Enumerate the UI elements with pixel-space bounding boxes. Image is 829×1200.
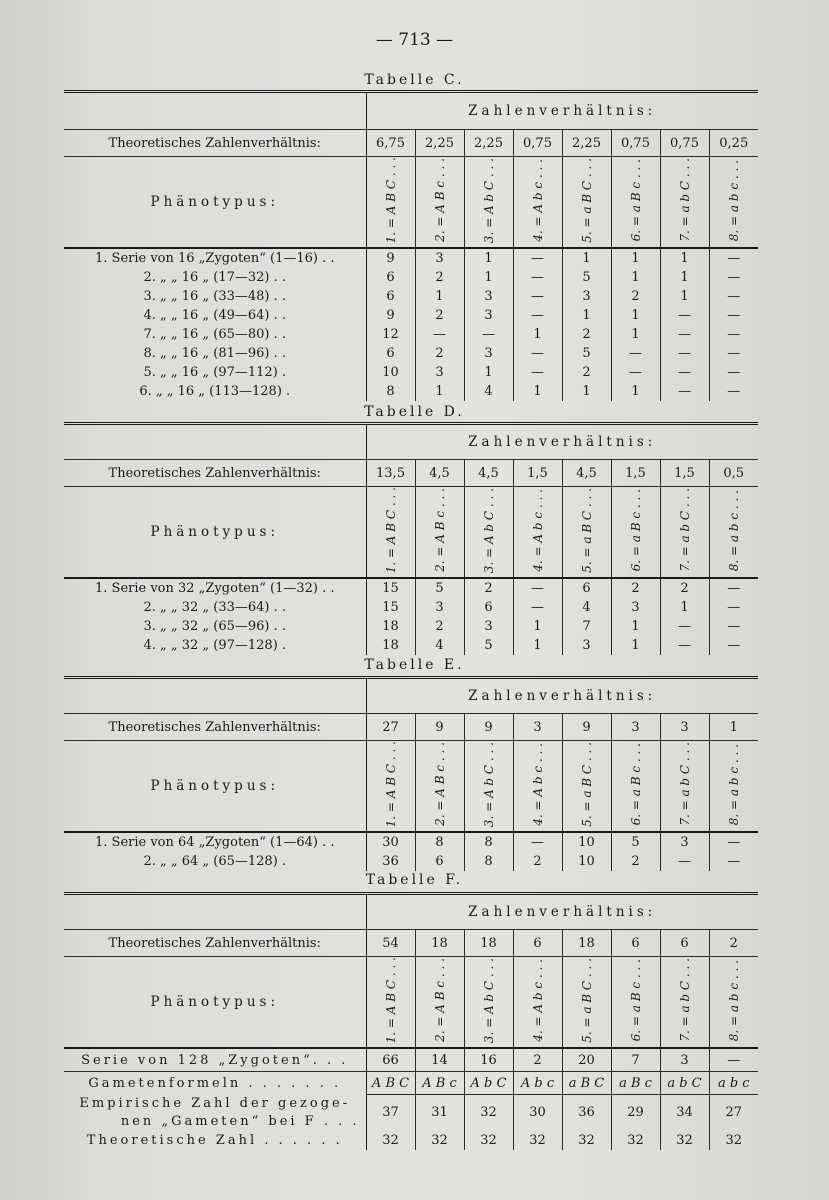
count-cell: 1 [464,248,513,268]
count-cell: 1 [464,363,513,382]
ratio-cell: 2,25 [464,130,513,157]
count-cell: 1 [611,325,660,344]
ratio-cell: 3 [513,714,562,741]
empirical-count: 30 [513,1094,562,1130]
count-cell: — [709,617,758,636]
count-cell: 15 [382,581,399,597]
count-cell: 1 [464,268,513,287]
empirisch-label-2: nen „Gameten“ bei F . . . [64,1112,366,1130]
ratio-cell: 6,75 [366,130,415,157]
count-cell: 8 [464,852,513,871]
count-cell: 30 [382,835,399,851]
ratio-cell: 2,25 [415,130,464,157]
table-row [64,363,758,382]
row-label: 1. Serie von 32 „Zygoten“ (1—32) . . [64,578,366,598]
row-label: 2. „ „ 16 „ (17—32) . . [64,268,366,287]
row-label: 5. „ „ 16 „ (97—112) . [64,363,366,382]
count-cell: 2 [415,268,464,287]
row-label: 1. Serie von 16 „Zygoten“ (1—16) . . [64,248,366,268]
count-cell: 3 [415,248,464,268]
row-label: 3. „ „ 16 „ (33—48) . . [64,287,366,306]
table-row [64,344,758,363]
ratio-cell: 4,5 [562,460,611,487]
phenotype-label: 1. = A B C . . . [383,487,398,574]
count-cell: 2 [415,617,464,636]
gamete-formula: a b C [660,1072,709,1095]
count-cell: 6 [386,346,395,362]
count-cell: — [660,636,709,655]
count-cell: 2 [562,325,611,344]
ratio-cell: 1,5 [660,460,709,487]
table-row [64,617,758,636]
table-c-title: Tabelle C. [364,72,465,88]
table-f-title: Tabelle F. [365,872,464,888]
table-e-title: Tabelle E. [364,657,465,673]
count-cell: 10 [382,365,399,381]
count-cell: 1 [513,617,562,636]
count-cell: 14 [415,1048,464,1072]
ratio-cell: 13,5 [366,460,415,487]
ratio-cell: 9 [464,714,513,741]
phenotype-label: 1. = A B C . . . [383,157,398,244]
empirical-count: 32 [464,1094,513,1130]
count-cell: 5 [562,344,611,363]
count-cell: 2 [415,306,464,325]
count-cell: 18 [382,619,399,635]
count-cell: — [513,306,562,325]
count-cell: — [513,248,562,268]
ratio-cell: 18 [415,930,464,957]
count-cell: 66 [366,1048,415,1072]
gamete-formula: a B C [562,1072,611,1095]
ratio-cell: 0,75 [513,130,562,157]
count-cell: 5 [464,636,513,655]
theoretical-count: 32 [709,1130,758,1150]
count-cell: 18 [382,638,399,654]
table-row [64,598,758,617]
gamete-formula: A B C [366,1072,415,1095]
table-e [64,676,758,871]
theoretisches-label: Theoretisches Zahlenverhältnis: [64,930,366,957]
zahlenverhaeltnis-header: Zahlenverhältnis: [366,92,758,130]
count-cell: — [709,325,758,344]
phenotype-label: 5. = a B C . . . [579,157,594,243]
count-cell: — [709,306,758,325]
gamete-formula: A b C [464,1072,513,1095]
empirical-count: 31 [415,1094,464,1130]
phenotype-label: 2. = A B c . . . [432,158,447,243]
count-cell: 1 [611,306,660,325]
ratio-cell: 3 [611,714,660,741]
empirical-count: 29 [611,1094,660,1130]
table-row [64,852,758,871]
count-cell: 9 [386,308,395,324]
ratio-cell: 6 [513,930,562,957]
count-cell: — [611,363,660,382]
count-cell: 1 [611,382,660,401]
count-cell: 2 [513,1048,562,1072]
ratio-cell: 0,75 [660,130,709,157]
phaenotypus-label: Phänotypus: [64,487,366,579]
table-f [64,892,758,1150]
phenotype-label: 7. = a b C . . . [677,958,692,1042]
table-row [64,382,758,401]
count-cell: 3 [464,287,513,306]
row-label: 2. „ „ 64 „ (65—128) . [64,852,366,871]
phenotype-label: 5. = a B C . . . [579,487,594,573]
count-cell: 3 [562,287,611,306]
count-cell: — [660,852,709,871]
count-cell: — [513,268,562,287]
count-cell: 6 [386,289,395,305]
count-cell: 2 [660,578,709,598]
phenotype-label: 3. = A b C . . . [481,157,496,243]
gametenformeln-label: Gametenformeln . . . . . . . [64,1072,366,1095]
count-cell: — [513,363,562,382]
count-cell: 2 [562,363,611,382]
count-cell: — [709,268,758,287]
count-cell: 2 [513,852,562,871]
row-label: 4. „ „ 16 „ (49—64) . . [64,306,366,325]
theoretical-count: 32 [513,1130,562,1150]
gamete-formula: a B c [611,1072,660,1095]
count-cell: 8 [386,384,395,400]
count-cell: — [709,598,758,617]
count-cell: — [709,287,758,306]
count-cell: — [513,344,562,363]
theoretical-count: 32 [660,1130,709,1150]
phenotype-label: 5. = a B C . . . [579,741,594,827]
count-cell: 12 [382,327,399,343]
count-cell: 4 [464,382,513,401]
phenotype-label: 3. = A b C . . . [481,487,496,573]
count-cell: 6 [386,270,395,286]
count-cell: 6 [562,578,611,598]
phenotype-label: 1. = A B C . . . [383,957,398,1044]
zahlenverhaeltnis-header: Zahlenverhältnis: [366,894,758,930]
table-d [64,422,758,655]
count-cell: 2 [611,852,660,871]
phenotype-label: 6. = a B c . . . [628,958,643,1042]
count-cell: 3 [611,598,660,617]
count-cell: 2 [464,578,513,598]
zahlenverhaeltnis-header: Zahlenverhältnis: [366,678,758,714]
empirisch-label-1: Empirische Zahl der gezoge- [64,1094,366,1112]
gamete-formula: A b c [513,1072,562,1095]
count-cell: 36 [382,854,399,870]
count-cell: 1 [611,636,660,655]
ratio-cell: 0,25 [709,130,758,157]
table-row [64,248,758,268]
count-cell: 3 [464,306,513,325]
phenotype-label: 6. = a B c . . . [628,488,643,572]
count-cell: — [611,344,660,363]
theoretisch-label: Theoretische Zahl . . . . . . [64,1130,366,1150]
phenotype-label: 8. = a b c . . . [726,489,741,571]
count-cell: 1 [660,248,709,268]
table-row [64,636,758,655]
count-cell: — [660,363,709,382]
ratio-cell: 9 [562,714,611,741]
ratio-cell: 6 [611,930,660,957]
count-cell: 1 [513,325,562,344]
count-cell: 16 [464,1048,513,1072]
row-label: 8. „ „ 16 „ (81—96) . . [64,344,366,363]
count-cell: 3 [562,636,611,655]
phenotype-label: 8. = a b c . . . [726,959,741,1041]
theoretisches-label: Theoretisches Zahlenverhältnis: [64,130,366,157]
ratio-cell: 54 [366,930,415,957]
ratio-cell: 4,5 [415,460,464,487]
count-cell: 8 [464,832,513,852]
count-cell: — [513,287,562,306]
count-cell: 1 [562,248,611,268]
phaenotypus-label: Phänotypus: [64,157,366,249]
theoretical-count: 32 [562,1130,611,1150]
empirical-count: 34 [660,1094,709,1130]
count-cell: 4 [562,598,611,617]
count-cell: 1 [562,306,611,325]
ratio-cell: 1 [709,714,758,741]
row-label: 3. „ „ 32 „ (65—96) . . [64,617,366,636]
table-row [64,578,758,598]
count-cell: 3 [660,832,709,852]
page-number: — 713 — [375,30,454,50]
count-cell: 6 [464,598,513,617]
phenotype-label: 2. = A B c . . . [432,742,447,827]
gamete-formula: a b c [709,1072,758,1095]
phenotype-label: 4. = A b c . . . [530,158,545,242]
count-cell: 7 [611,1048,660,1072]
theoretical-count: 32 [382,1132,399,1148]
table-d-title: Tabelle D. [364,404,465,420]
phenotype-label: 4. = A b c . . . [530,958,545,1042]
phenotype-label: 4. = A b c . . . [530,742,545,826]
count-cell: 1 [415,382,464,401]
ratio-cell: 18 [464,930,513,957]
phenotype-label: 3. = A b C . . . [481,957,496,1043]
ratio-cell: 1,5 [611,460,660,487]
table-row [64,287,758,306]
count-cell: — [709,578,758,598]
ratio-cell: 0,75 [611,130,660,157]
count-cell: 4 [415,636,464,655]
count-cell: — [660,617,709,636]
count-cell: — [513,598,562,617]
table-c [64,90,758,401]
count-cell: 8 [415,832,464,852]
count-cell: — [709,1048,758,1072]
ratio-cell: 27 [366,714,415,741]
count-cell: — [415,325,464,344]
phenotype-label: 5. = a B C . . . [579,957,594,1043]
ratio-cell: 9 [415,714,464,741]
count-cell: — [709,852,758,871]
count-cell: 7 [562,617,611,636]
table-row [64,325,758,344]
count-cell: 2 [415,344,464,363]
count-cell: — [709,832,758,852]
ratio-cell: 2,25 [562,130,611,157]
ratio-cell: 6 [660,930,709,957]
phenotype-label: 6. = a B c . . . [628,158,643,242]
serie-label: Serie von 128 „Zygoten“. . . [64,1048,366,1072]
count-cell: 5 [562,268,611,287]
count-cell: 3 [464,617,513,636]
count-cell: — [660,344,709,363]
count-cell: — [709,636,758,655]
count-cell: 2 [611,287,660,306]
count-cell: — [513,832,562,852]
count-cell: 1 [562,382,611,401]
row-label: 2. „ „ 32 „ (33—64) . . [64,598,366,617]
phenotype-label: 7. = a b C . . . [677,158,692,242]
ratio-cell: 2 [709,930,758,957]
phenotype-label: 8. = a b c . . . [726,159,741,241]
ratio-cell: 0,5 [709,460,758,487]
theoretical-count: 32 [611,1130,660,1150]
ratio-cell: 4,5 [464,460,513,487]
phaenotypus-label: Phänotypus: [64,957,366,1049]
count-cell: 1 [611,248,660,268]
phenotype-label: 7. = a b C . . . [677,488,692,572]
count-cell: 15 [382,600,399,616]
count-cell: 1 [660,598,709,617]
count-cell: 20 [562,1048,611,1072]
count-cell: 5 [415,578,464,598]
zahlenverhaeltnis-header: Zahlenverhältnis: [366,424,758,460]
count-cell: 3 [415,598,464,617]
phenotype-label: 3. = A b C . . . [481,741,496,827]
count-cell: 1 [513,382,562,401]
theoretical-count: 32 [464,1130,513,1150]
empirical-count: 36 [562,1094,611,1130]
count-cell: 3 [464,344,513,363]
phenotype-label: 7. = a b C . . . [677,742,692,826]
theoretisches-label: Theoretisches Zahlenverhältnis: [64,714,366,741]
count-cell: — [660,325,709,344]
count-cell: — [513,578,562,598]
ratio-cell: 3 [660,714,709,741]
ratio-cell: 18 [562,930,611,957]
count-cell: 10 [562,832,611,852]
count-cell: 3 [415,363,464,382]
count-cell: — [709,344,758,363]
phenotype-label: 4. = A b c . . . [530,488,545,572]
count-cell: 1 [660,268,709,287]
count-cell: — [660,382,709,401]
phenotype-label: 2. = A B c . . . [432,958,447,1043]
empirical-count: 37 [382,1105,399,1121]
phenotype-label: 8. = a b c . . . [726,743,741,825]
row-label: 4. „ „ 32 „ (97—128) . [64,636,366,655]
count-cell: — [709,363,758,382]
phenotype-label: 2. = A B c . . . [432,488,447,573]
phenotype-label: 6. = a B c . . . [628,742,643,826]
count-cell: 6 [415,852,464,871]
count-cell: 1 [611,268,660,287]
row-label: 6. „ „ 16 „ (113—128) . [64,382,366,401]
ratio-cell: 1,5 [513,460,562,487]
table-row [64,268,758,287]
table-row [64,832,758,852]
row-label: 1. Serie von 64 „Zygoten“ (1—64) . . [64,832,366,852]
count-cell: 1 [660,287,709,306]
count-cell: 1 [415,287,464,306]
empirical-count: 27 [709,1094,758,1130]
gamete-formula: A B c [415,1072,464,1095]
count-cell: 9 [386,251,395,267]
count-cell: — [660,306,709,325]
count-cell: 10 [562,852,611,871]
table-row [64,306,758,325]
count-cell: — [709,382,758,401]
theoretical-count: 32 [415,1130,464,1150]
row-label: 7. „ „ 16 „ (65—80) . . [64,325,366,344]
count-cell: 5 [611,832,660,852]
theoretisches-label: Theoretisches Zahlenverhältnis: [64,460,366,487]
phaenotypus-label: Phänotypus: [64,741,366,833]
count-cell: 1 [513,636,562,655]
count-cell: — [464,325,513,344]
count-cell: 1 [611,617,660,636]
count-cell: 2 [611,578,660,598]
count-cell: — [709,248,758,268]
count-cell: 3 [660,1048,709,1072]
phenotype-label: 1. = A B C . . . [383,741,398,828]
